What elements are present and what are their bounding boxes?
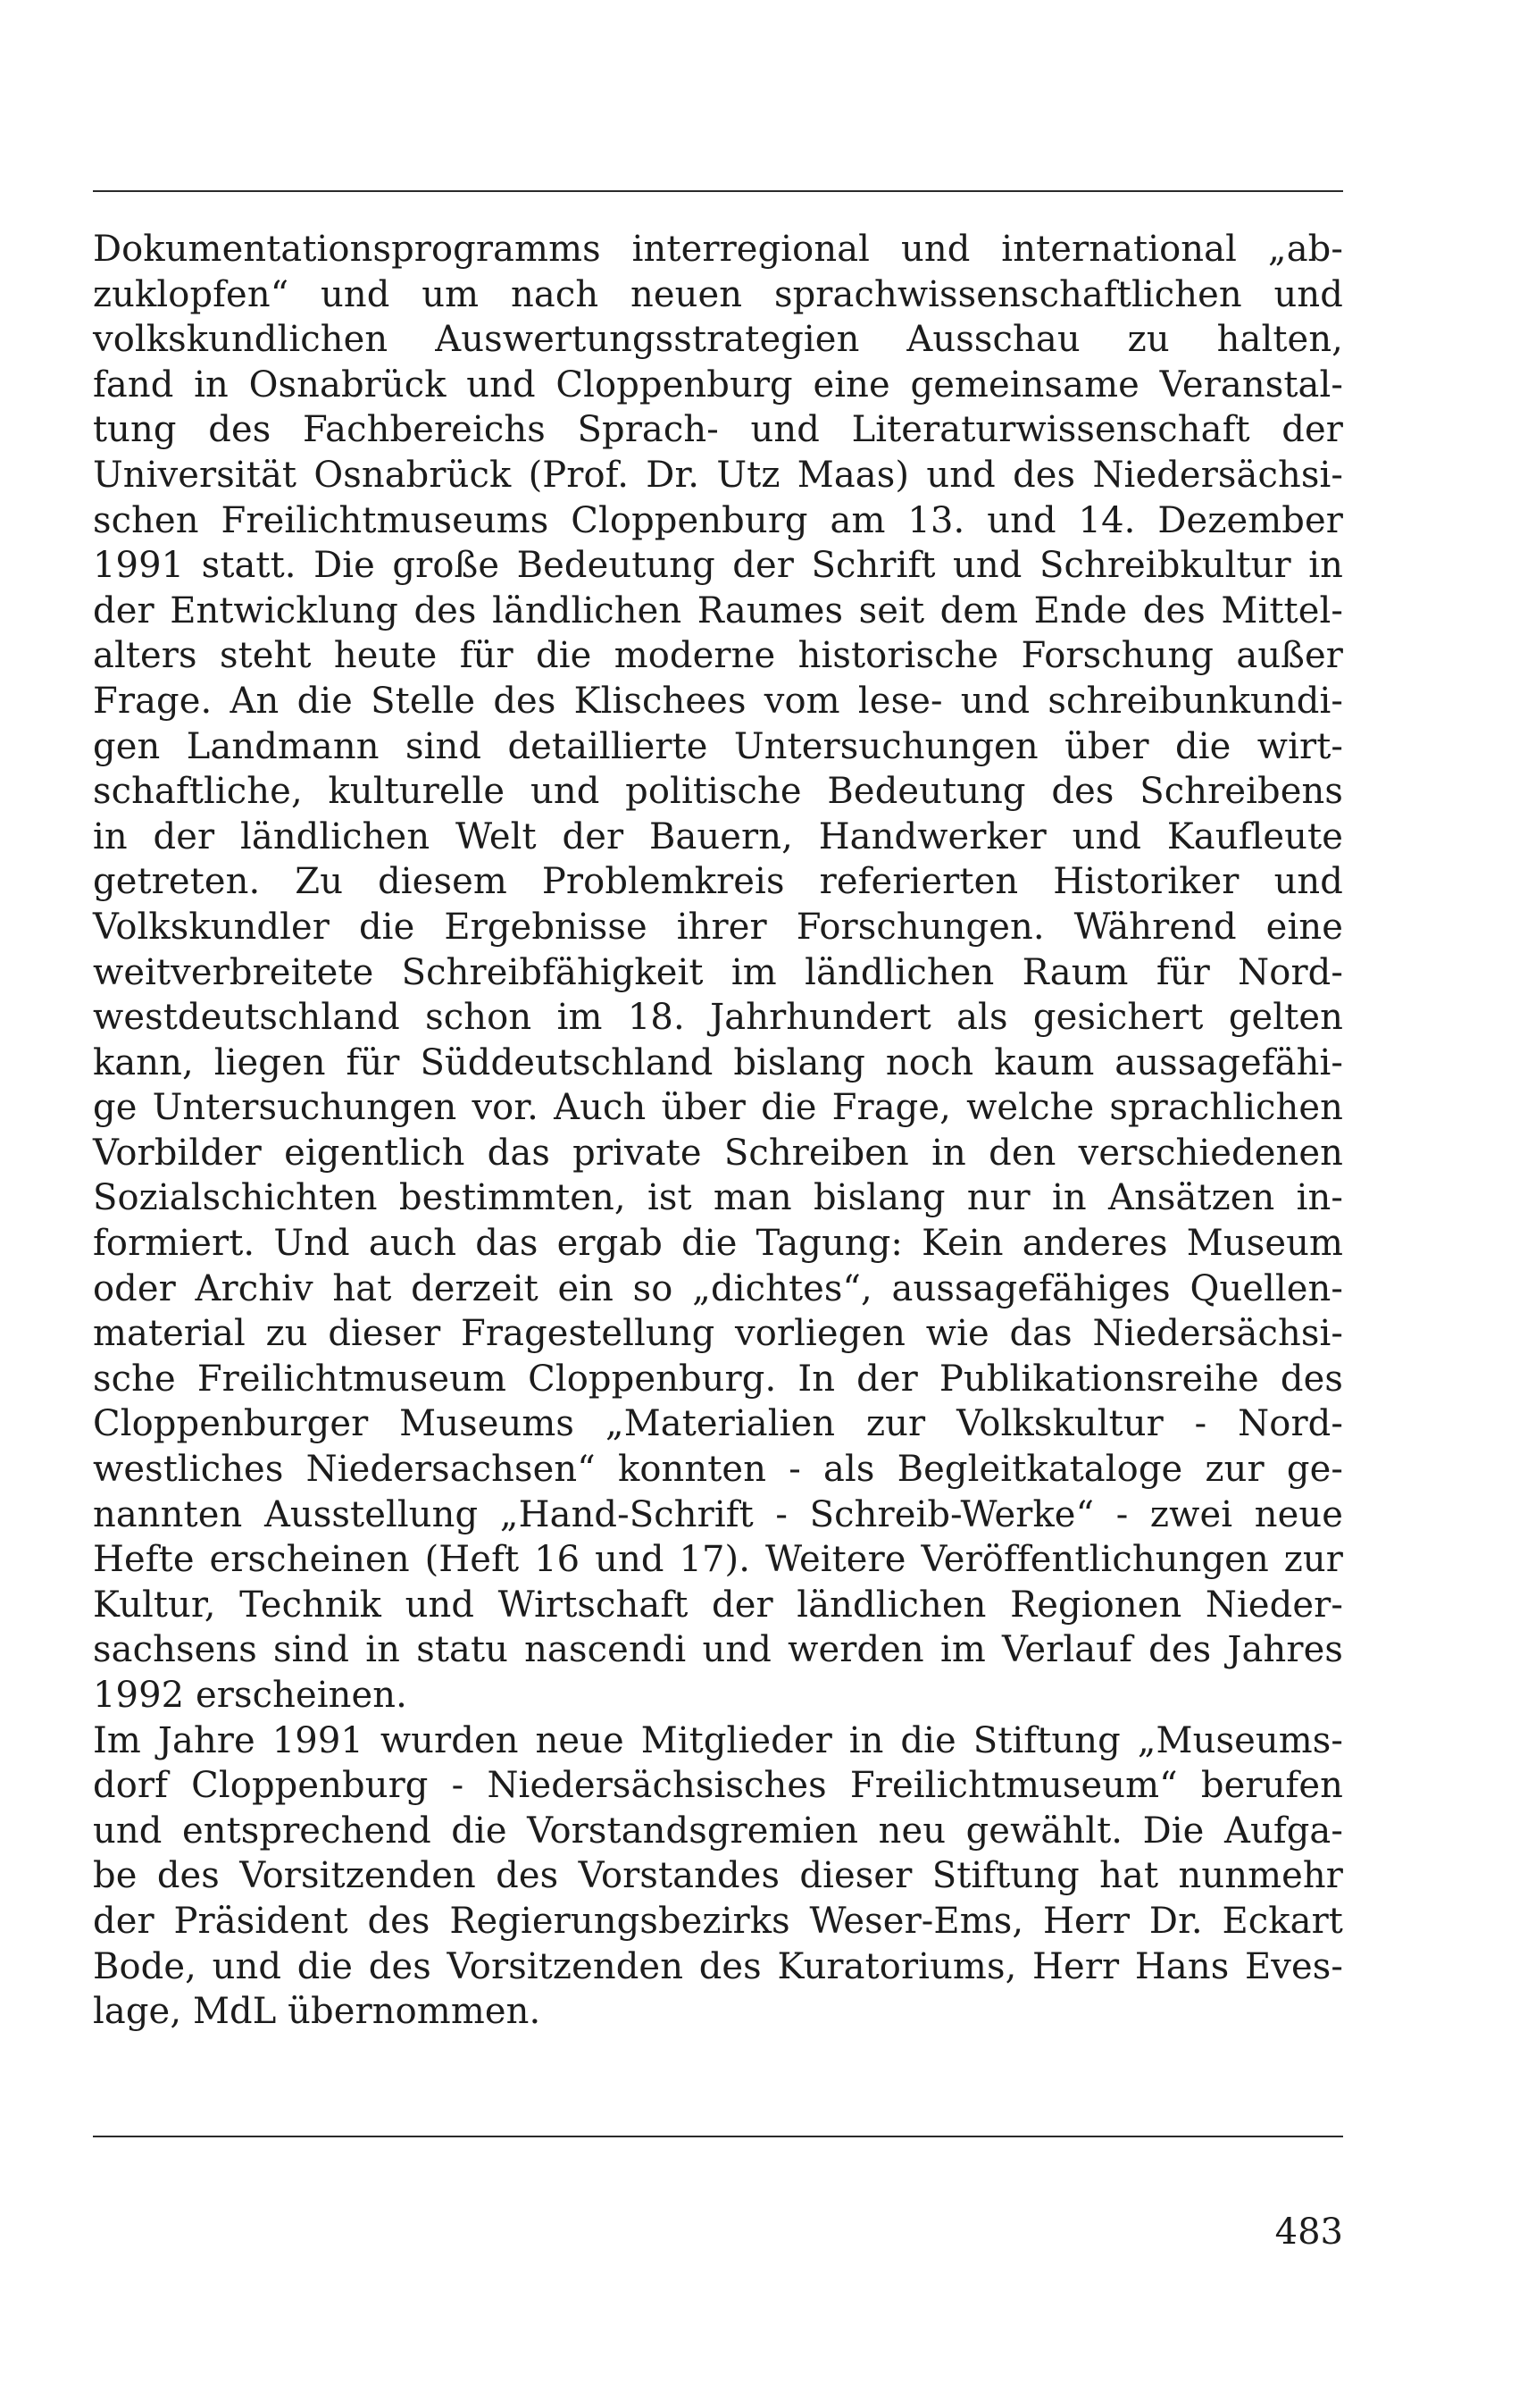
text-line: volkskundlichen Auswertungsstrategien Ausschau zu halten, [93,319,1343,361]
text-line: Universität Osnabrück (Prof. Dr. Utz Maas) und des Niedersächsi- [93,454,1343,496]
text-line: ge Untersuchungen vor. Auch über die Frage, welche sprachlichen [93,1087,1343,1129]
text-line: weitverbreitete Schreibfähigkeit im ländlichen Raum für Nord- [93,951,1343,993]
text-line: westdeutschland schon im 18. Jahrhundert als gesichert gelten [93,997,1343,1039]
text-line: tung des Fachbereichs Sprach- und Literaturwissenschaft der [93,409,1343,451]
text-line: der Entwicklung des ländlichen Raumes seit dem Ende des Mittel- [93,589,1343,631]
text-line: kann, liegen für Süddeutschland bislang noch kaum aussagefähi- [93,1041,1343,1083]
text-line: westliches Niedersachsen“ konnten - als Begleitkataloge zur ge- [93,1449,1343,1491]
text-line: Vorbilder eigentlich das private Schreiben in den verschiedenen [93,1132,1343,1174]
text-line: nannten Ausstellung „Hand-Schrift - Schreib-Werke“ - zwei neue [93,1493,1343,1535]
text-line: Dokumentationsprogramms interregional und international „ab- [93,229,1343,270]
text-line: sche Freilichtmuseum Cloppenburg. In der Publikationsreihe des [93,1358,1343,1400]
text-line: getreten. Zu diesem Problemkreis referierten Historiker und [93,861,1343,903]
text-line: alters steht heute für die moderne historische Forschung außer [93,635,1343,677]
body-text [93,227,1343,2035]
text-line: Sozialschichten bestimmten, ist man bislang nur in Ansätzen in- [93,1177,1343,1219]
text-line: Cloppenburger Museums „Materialien zur Volkskultur - Nord- [93,1403,1343,1445]
text-line: der Präsident des Regierungsbezirks Weser-Ems, Herr Dr. Eckart [93,1900,1343,1942]
text-line: oder Archiv hat derzeit ein so „dichtes“, aussagefähiges Quellen- [93,1267,1343,1309]
page-number: 483 [1274,2212,1343,2253]
text-line: sachsens sind in statu nascendi und werden im Verlauf des Jahres [93,1629,1343,1671]
text-line: Im Jahre 1991 wurden neue Mitglieder in die Stiftung „Museums- [93,1719,1343,1761]
bottom-rule [93,2136,1343,2137]
text-line: Kultur, Technik und Wirtschaft der ländlichen Regionen Nieder- [93,1584,1343,1626]
text-line: Volkskundler die Ergebnisse ihrer Forschungen. Während eine [93,906,1343,948]
text-line: lage, MdL übernommen. [93,1991,541,2033]
text-line: in der ländlichen Welt der Bauern, Handwerker und Kaufleute [93,815,1343,857]
text-line: formiert. Und auch das ergab die Tagung: Kein anderes Museum [93,1223,1343,1265]
text-line: 1992 erscheinen. [93,1675,407,1716]
text-line: Hefte erscheinen (Heft 16 und 17). Weitere Veröffentlichungen zur [93,1539,1343,1581]
top-rule [93,190,1343,192]
text-line: dorf Cloppenburg - Niedersächsisches Freilichtmuseum“ berufen [93,1765,1343,1807]
text-line: gen Landmann sind detaillierte Untersuchungen über die wirt- [93,725,1343,767]
text-line: und entsprechend die Vorstandsgremien neu gewählt. Die Aufga- [93,1810,1343,1852]
text-line: Bode, und die des Vorsitzenden des Kuratoriums, Herr Hans Eves- [93,1945,1343,1987]
text-line: schaftliche, kulturelle und politische Bedeutung des Schreibens [93,771,1343,813]
text-line: be des Vorsitzenden des Vorstandes dieser Stiftung hat nunmehr [93,1855,1343,1897]
text-line: 1991 statt. Die große Bedeutung der Schrift und Schreibkultur in [93,545,1343,587]
text-line: Frage. An die Stelle des Klischees vom lese- und schreibunkundi- [93,680,1343,722]
text-line: material zu dieser Fragestellung vorliegen wie das Niedersächsi- [93,1313,1343,1355]
text-line: zuklopfen“ und um nach neuen sprachwissenschaftlichen und [93,273,1343,315]
text-line: schen Freilichtmuseums Cloppenburg am 13. und 14. Dezember [93,499,1343,541]
text-line: fand in Osnabrück und Cloppenburg eine gemeinsame Veranstal- [93,364,1343,406]
